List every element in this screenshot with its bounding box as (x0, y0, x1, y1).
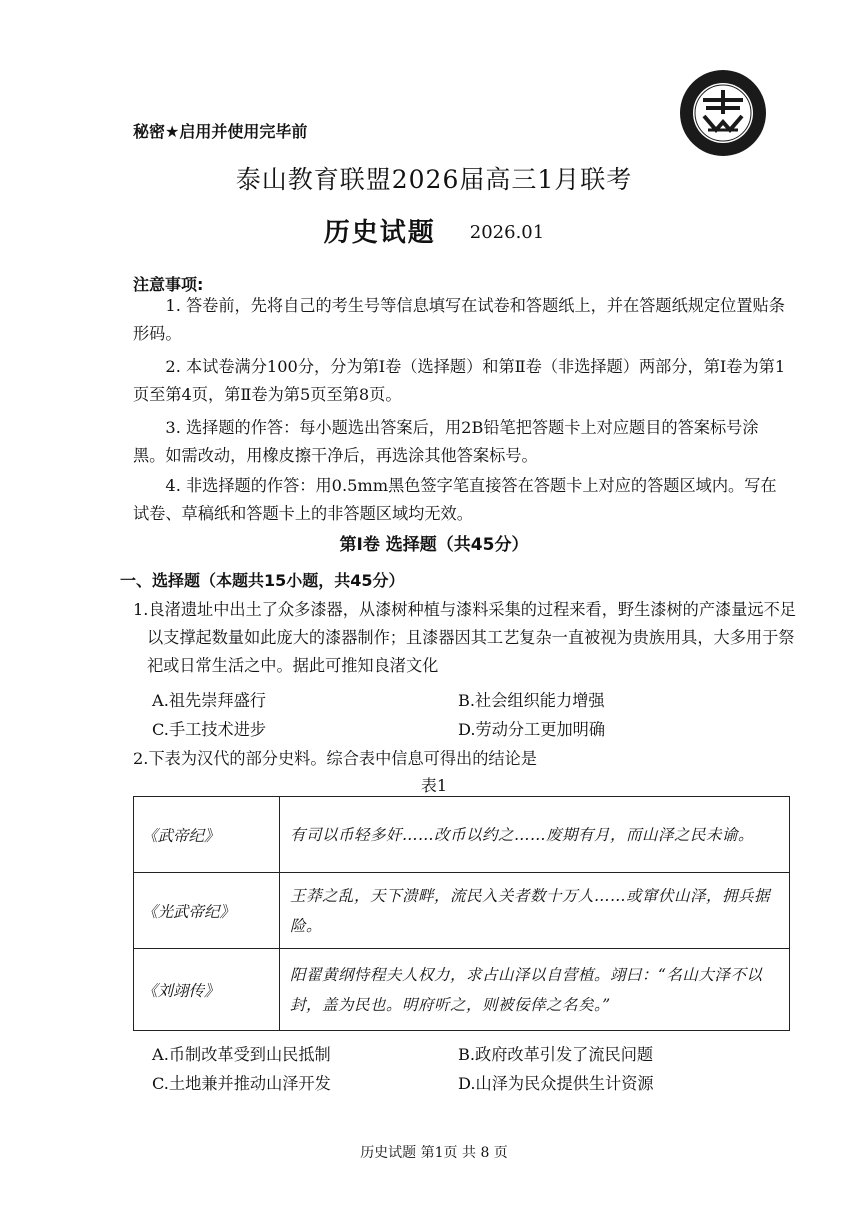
table-cell-text: 王莽之乱，天下溃畔，流民入关者数十万人……或窜伏山泽，拥兵据险。 (280, 873, 790, 949)
question-1-stem: 1.良渚遗址中出土了众多漆器，从漆树种植与漆料采集的过程来看，野生漆树的产漆量远不足以支撑起数量如此庞大的漆器制作；且漆器因其工艺复杂一直被视为贵族用具，大多用于祭祀或日常生活之中。据此可推知良渚文化 (133, 600, 796, 675)
q2-option-d: D.山泽为民众提供生计资源 (458, 1074, 654, 1093)
page-footer: 历史试题 第1页 共 8 页 (360, 1145, 508, 1161)
q2-option-c: C.土地兼并推动山泽开发 (152, 1074, 331, 1093)
table-cell-source: 《武帝纪》 (134, 797, 280, 873)
exam-date: 2026.01 (469, 222, 545, 243)
table-row (134, 873, 790, 949)
q1-option-c: C.手工技术进步 (152, 720, 267, 739)
q1-option-d: D.劳动分工更加明确 (458, 720, 606, 739)
part-heading: 一、选择题（本题共15小题，共45分） (120, 571, 405, 590)
q1-option-b: B.社会组织能力增强 (458, 691, 605, 710)
note-item: 1. 答卷前，先将自己的考生号等信息填写在试卷和答题纸上，并在答题纸规定位置贴条形码。 (133, 296, 785, 343)
question-2-stem: 2.下表为汉代的部分史料。综合表中信息可得出的结论是 (133, 749, 537, 768)
table-cell-source: 《刘翊传》 (134, 949, 280, 1031)
table-cell-source: 《光武帝纪》 (134, 873, 280, 949)
q2-option-a: A.币制改革受到山民抵制 (152, 1045, 331, 1064)
q1-option-a: A.祖先崇拜盛行 (152, 691, 266, 710)
table-caption: 表1 (420, 776, 448, 795)
table-cell-text: 有司以币轻多奸……改币以约之……废期有月，而山泽之民未谕。 (280, 797, 790, 873)
subject-row (0, 212, 868, 249)
table-cell-text: 阳翟黄纲恃程夫人权力，求占山泽以自营植。翊曰：“名山大泽不以封，盖为民也。明府听之，则被佞倖之名矣。” (280, 949, 790, 1031)
note-item: 2. 本试卷满分100分，分为第Ⅰ卷（选择题）和第Ⅱ卷（非选择题）两部分，第Ⅰ卷为第1页至第4页，第Ⅱ卷为第5页至第8页。 (133, 357, 786, 404)
exam-title: 泰山教育联盟2026届高三1月联考 (235, 165, 633, 194)
note-item: 3. 选择题的作答：每小题选出答案后，用2B铅笔把答题卡上对应题目的答案标号涂黑。如需改动，用橡皮擦干净后，再选涂其他答案标号。 (133, 418, 759, 465)
table-row (134, 797, 790, 873)
source-table (133, 796, 790, 1031)
q2-option-b: B.政府改革引发了流民问题 (458, 1045, 654, 1064)
subject-title: 历史试题 (323, 218, 436, 248)
table-row (134, 949, 790, 1031)
section-title: 第Ⅰ卷 选择题（共45分） (339, 535, 529, 555)
notes-heading: 注意事项: (133, 275, 204, 294)
confidential-label: 秘密★启用并使用完毕前 (133, 122, 308, 141)
alliance-logo-icon (678, 68, 768, 158)
note-item: 4. 非选择题的作答：用0.5mm黑色签字笔直接答在答题卡上对应的答题区域内。写在试卷、草稿纸和答题卡上的非答题区域均无效。 (133, 476, 777, 523)
